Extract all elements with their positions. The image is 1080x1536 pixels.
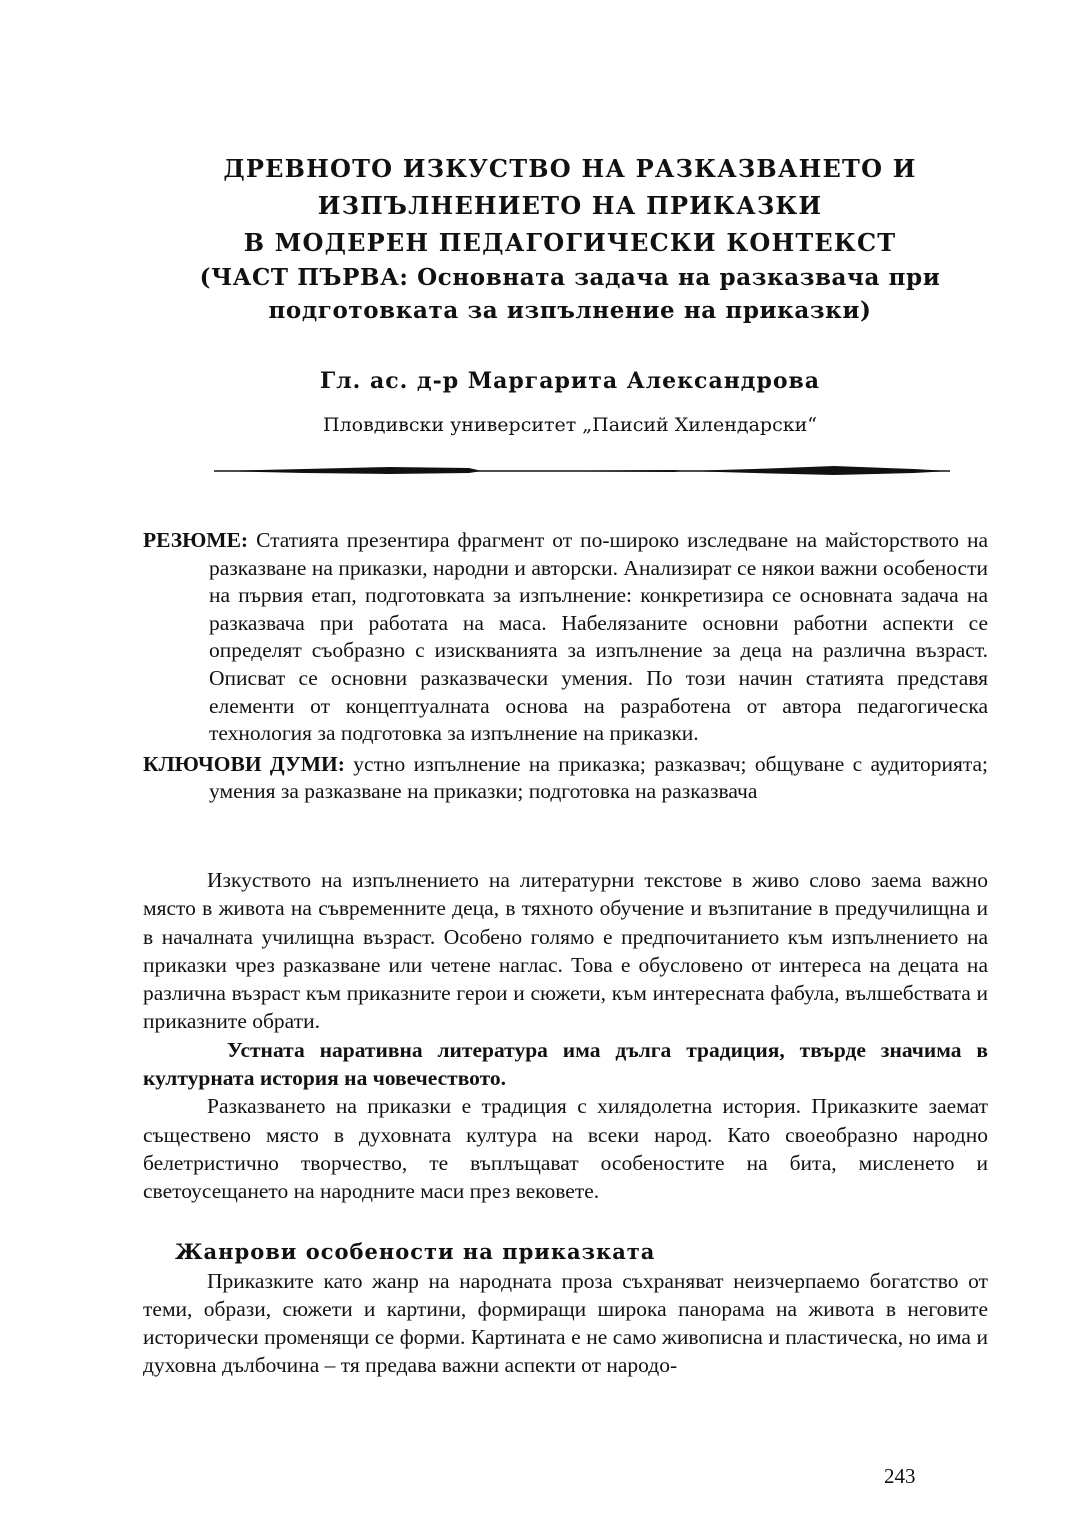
keywords-label: КЛЮЧОВИ ДУМИ: (143, 751, 345, 776)
abstract-section (143, 527, 988, 806)
title-line: ИЗПЪЛНЕНИЕТО НА ПРИКАЗКИ (317, 191, 823, 220)
page-number: 243 (884, 1464, 916, 1488)
author-name: Гл. ас. д-р Маргарита Александрова (319, 368, 821, 394)
title-line: ДРЕВНОТО ИЗКУСТВО НА РАЗКАЗВАНЕТО И (223, 154, 917, 183)
article-body (143, 866, 988, 1380)
body-paragraph: Разказването на приказки е традиция с хилядолетна история. Приказките заемат съществено място в духовната култура на всеки народ. Като своеобразно народно белетристично творчество, те въплъщават особеностите на бита, мисленето и светоусещането на народните маси през вековете. (143, 1094, 988, 1204)
section-heading: Жанрови особености на приказката (175, 1238, 656, 1264)
keywords-text: устно изпълнение на приказка; разказвач; общуване с аудиторията; умения за разказване на приказки; подготовка на разказвача (209, 751, 989, 804)
body-paragraph: Приказките като жанр на народната проза съхраняват неизчерпаемо богатство от теми, образи, сюжети и картини, формиращи широка панорама на живота в неговите исторически променящи се форми. Картината е не само живописна и пластическа, но има и духовна дълбочина – тя предава важни аспекти от народо- (143, 1268, 988, 1378)
bold-thesis-paragraph: Устната наративна литература има дълга традиция, твърде значима в културната история на човечеството. (143, 1037, 988, 1091)
decorative-divider (214, 458, 950, 484)
subtitle-line: подготовката за изпълнение на приказки) (268, 297, 872, 324)
article-title (140, 150, 1000, 327)
body-paragraph: Изкуството на изпълнението на литературни текстове в живо слово заема важно място в живота на съвременните деца, в тяхното обучение и възпитание в предучилищна и в началната училищна възраст. Особено голямо е предпочитанието към изпълнението на приказки чрез разказване или четене наглас. Това е обусловено от интереса на децата на различна възраст към приказните герои и сюжети, към интересната фабула, вълшебствата и приказните обрати. (143, 868, 988, 1034)
title-line: В МОДЕРЕН ПЕДАГОГИЧЕСКИ КОНТЕКСТ (243, 228, 897, 257)
keywords (143, 751, 988, 806)
abstract (143, 527, 988, 748)
abstract-text: Статията презентира фрагмент от по-широко изследване на майсторството на разказване на приказки, народни и авторски. Анализират се някои важни особености на първия етап, подготовката за изпълнение: конкретизира се основната задача на разказвача при работата на маса. Набелязаните основни работни аспекти се определят съобразно с изискванията за изпълнение за деца на различна възраст. Описват се основни разказвачески умения. По този начин статията представя елементи от концептуалната основа на разработена от автора педагогическа технология за подготовка за изпълнение на приказки. (209, 528, 988, 746)
subtitle-line: (ЧАСТ ПЪРВА: Основната задача на разказвача при (199, 264, 941, 291)
abstract-label: РЕЗЮМЕ: (143, 528, 249, 552)
author-affiliation: Пловдивски университет „Паисий Хилендарски“ (323, 414, 817, 436)
